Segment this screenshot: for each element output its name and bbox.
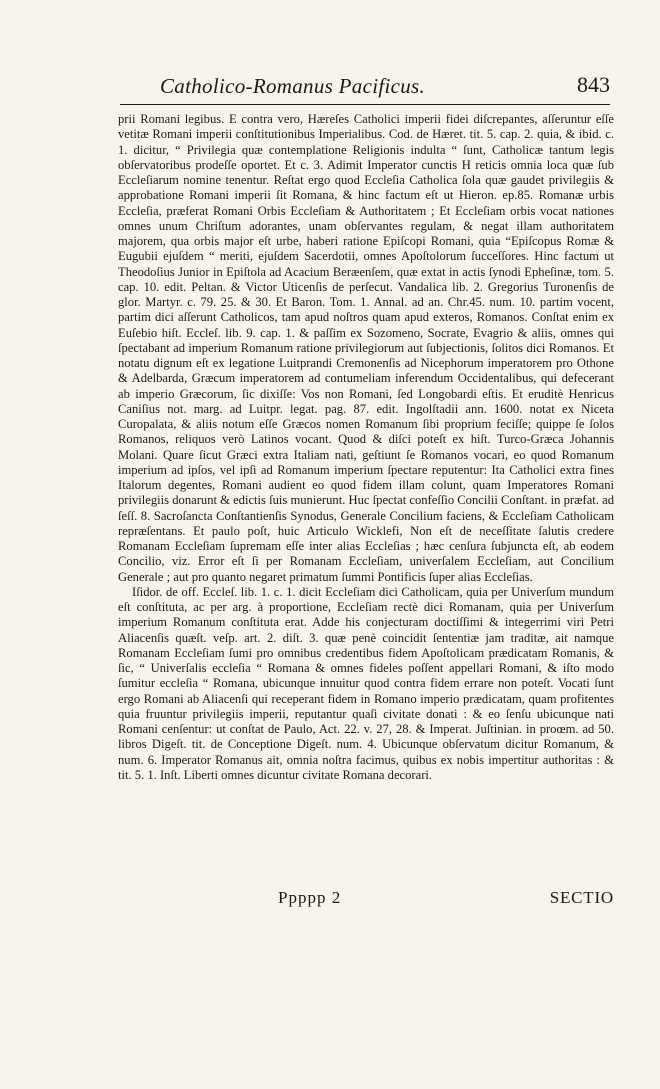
header-rule xyxy=(120,104,610,105)
paragraph-2: Iſidor. de off. Eccleſ. lib. 1. c. 1. dicit Eccleſiam dici Catholicam, quia per Univerſum mundum eſt conſtituta, ac per arg. à proportione, Eccleſiam rectè dici Romanam, quia per Univerſum imperium Romanum conſtituta erat. Adde his conjecturam doctiſſimi & integerrimi viri Petri Aliacenſis quæſt. veſp. art. 2. diſt. 3. quæ penè coincidit ſententiæ jam traditæ, ait namque Romanam Eccleſiam ſumi pro omnibus credentibus fidem Apoſtolicam prædicatam Romanis, & ſic, “ Univerſalis eccleſia “ Romana & omnes fideles poſſent appellari Romani, & iſto modo ſumitur eccleſia “ Romana, ubicunque innuitur quod contra fidem errare non poteſt. Vocati ſunt ergo Romani ab Aliacenſi qui receperant fidem in Romano imperio prædicatam, quam profitentes quia fruuntur privilegiis imperii, reputantur quaſi civitate donati : & eo ſenſu ubicunque nati Romani cenſentur: ut conſtat de Paulo, Act. 22. v. 27, 28. & Imperat. Juſtinian. in proœm. ad 50. libros Digeſt. tit. de Conceptione Digeſt. num. 4. Ubicunque obſervatum dicitur Romanum, & num. 6. Imperator Romanus ait, omnia noſtra facimus, quibus ex nobis impertitur authoritas : & tit. 5. 1. Inſt. Liberti omnes dicuntur civitate Romana decorari. xyxy=(118,584,614,782)
page-number: 843 xyxy=(577,72,610,97)
page-header xyxy=(120,70,610,104)
paragraph-1: prii Romani legibus. E contra vero, Hæreſes Catholici imperii fidei diſcrepantes, aſſeruntur eſſe vetitæ Romani imperii conſtitutionibus Imperialibus. Cod. de Hæret. tit. 5. cap. 2. quia, & ibid. c. 1. dicitur, “ Privilegia quæ contemplatione Religionis indulta “ ſunt, Catholicæ tantum legis obſervatoribus prodeſſe oportet. Et c. 3. Adimit Imperator cunctis H reticis omnia loca quæ ſub Eccleſiarum nomine tenentur. Reſtat ergo quod Eccleſia Catholica ſola quæ gaudet privilegiis & approbatione Romani imperii ſit Romana, & hinc factum eſt ut Hieron. ep.85. Romanæ urbis Eccleſia, præferat Romani Orbis Eccleſiam & Authoritatem ; Et Eccleſiam orbis vocat nationes omnes unum Chriſtum adorantes, unam obſervantes regulam, & negat illam authoritatem majorem, qua orbis major eſt urbe, haberi ratione Epiſcopi Romani, quia “Epiſcopus Romæ & Eugubii ejuſdem “ meriti, ejuſdem Sacerdotii, omnes Apoſtolorum ſucceſſores. Hinc factum ut Theodoſius Junior in Epiſtola ad Acacium Beræenſem, quæ extat in actis ſynodi Epheſinæ, tom. 5. cap. 10. edit. Peltan. & Victor Uticenſis de perſecut. Vandalica lib. 2. Gregorius Turonenſis de glor. Martyr. c. 79. 25. & 30. Et Baron. Tom. 1. Annal. ad an. Chr.45. num. 10. partim vocent, partim dici aſſerunt Catholicos, tam apud noſtros quam apud exteros, Romanos. Conſtat enim ex Euſebio hiſt. Eccleſ. lib. 9. cap. 1. & paſſim ex Sozomeno, Socrate, Evagrio & aliis, omnes qui ſpectabant ad imperium Romanum ratione privilegiorum aut ſubjectionis, ſolitos dici Romanos. Et notatu dignum eſt ex legatione Luitprandi Cremonenſis ad Nicephorum imperatorem pro Othone & Adelbarda, Græcum imperatorem ad contumeliam inferendum Occidentalibus, qui defecerant ab imperio Græcorum, ſic dixiſſe: Vos non Romani, ſed Longobardi eſtis. Et eruditè Henricus Caniſius not. marg. ad Luitpr. legat. pag. 87. edit. Ingolſtadii ann. 1600. notat ex Niceta Curopalata, & aliis notum eſſe Græcos nomen Romanum ſibi proprium feciſſe; quippe ſe ſolos Romanos, reliquos verò Latinos vocant. Quod & diſci poteſt ex hiſt. Turco-Græca Johannis Molani. Quare ſicut Græci extra Italiam nati, geſtiunt ſe Romanos vocari, eo quod Romanum imperium ad ipſos, vel ipſi ad Romanum imperium ſpectare reputentur: Ita Catholici extra fines Italorum degentes, Romani audient eo quod fidem illam colunt, quam Imperatores Romani privilegiis donarunt & edictis ſuis munierunt. Huc ſpectat confeſſio Concilii Conſtant. in præfat. ad ſeſſ. 8. Sacroſancta Conſtantienſis Synodus, Generale Concilium faciens, & Eccleſiam Catholicam repræſentans. Et paulo poſt, huic Articulo Wicklefi, Non eſt de neceſſitate ſalutis credere Romanam Eccleſiam ſupremam eſſe inter alias Eccleſias ; hæc cenſura ſubjuncta eſt, ab eodem Concilio, viz. Error eſt ſi per Romanam Eccleſiam, univerſalem Eccleſiam, aut Concilium Generale ; aut pro quanto negaret primatum ſummi Pontificis ſuper alias Eccleſias. xyxy=(118,112,614,584)
catchword: SECTIO xyxy=(549,888,614,907)
page-footer xyxy=(118,888,614,916)
signature-mark: Ppppp 2 xyxy=(278,888,342,907)
body-text xyxy=(118,112,614,832)
running-title: Catholico-Romanus Pacificus. xyxy=(160,74,426,98)
